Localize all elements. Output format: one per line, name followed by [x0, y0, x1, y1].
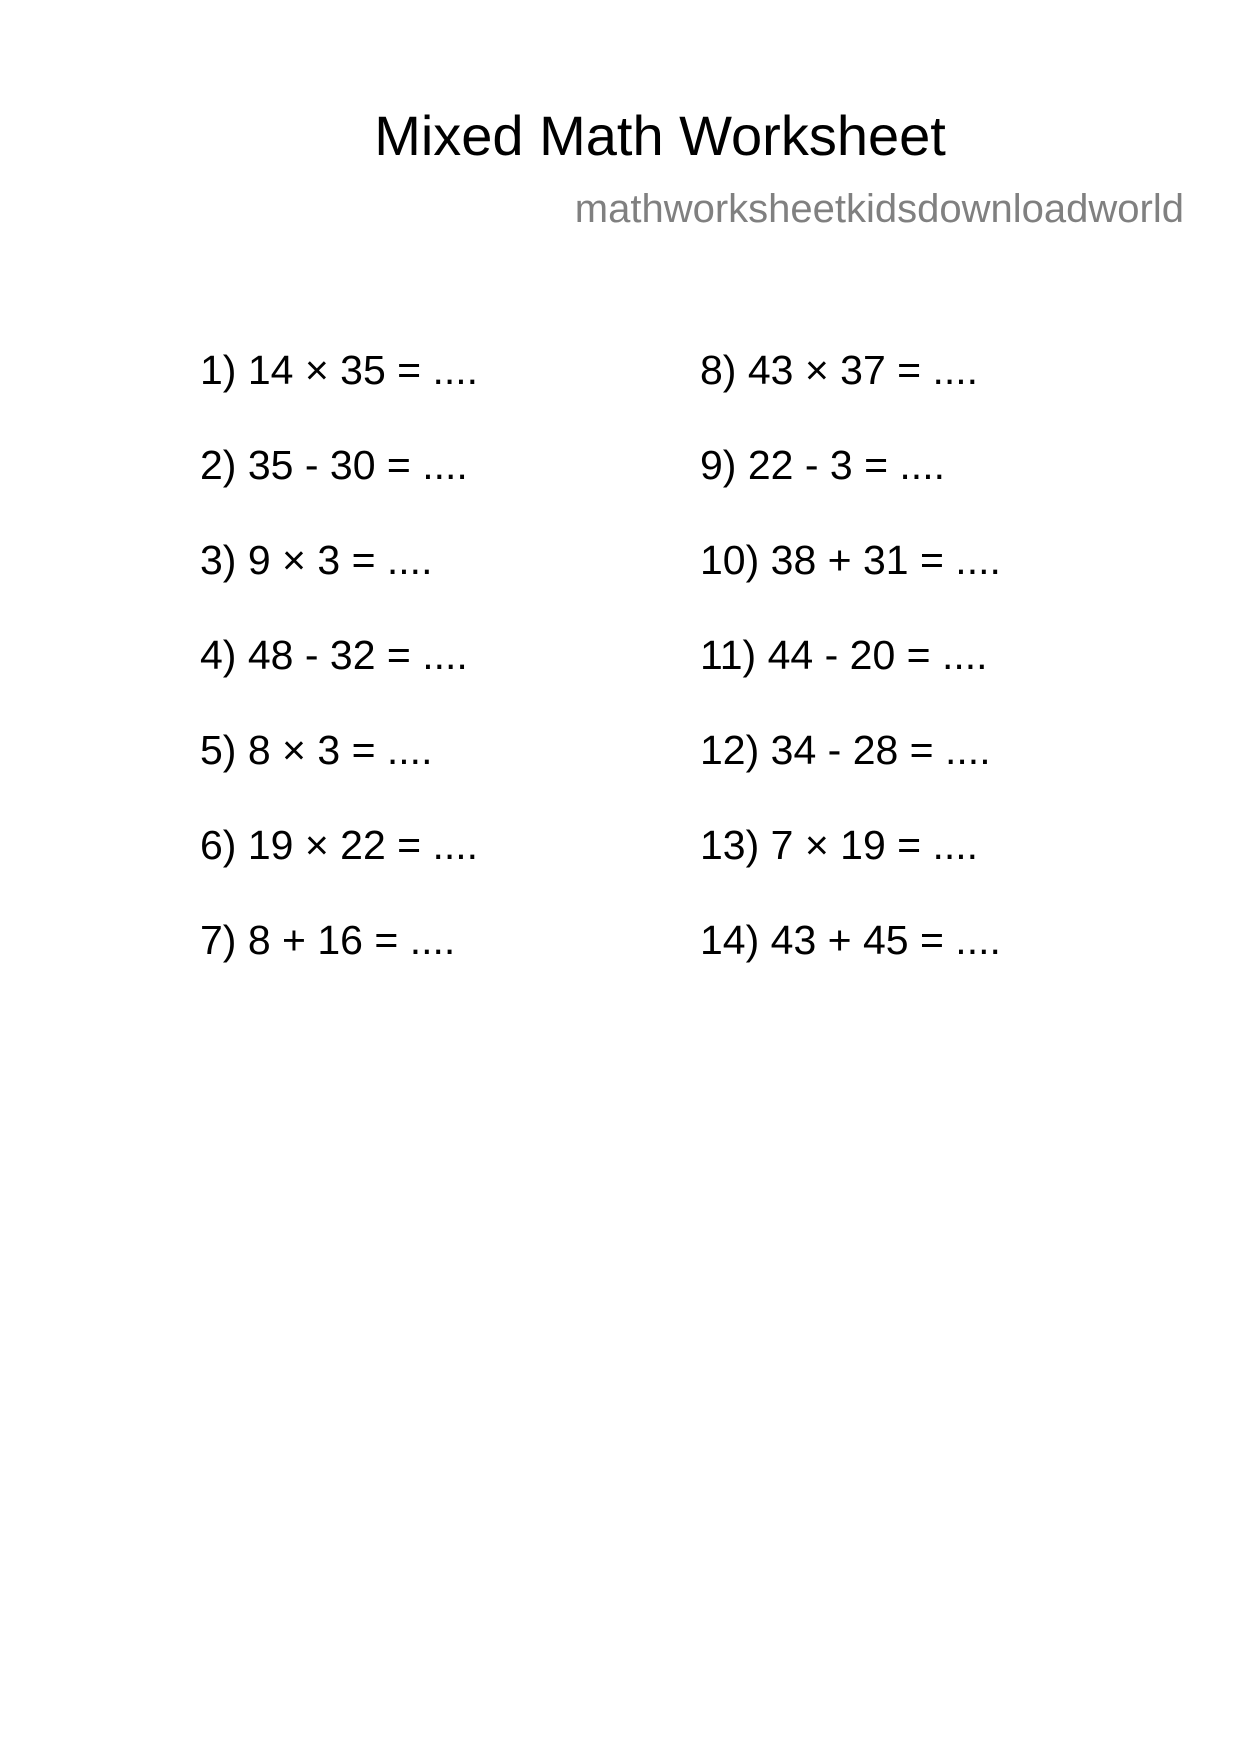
- problem-5: 5) 8 × 3 = ....: [200, 727, 433, 773]
- problem-12: 12) 34 - 28 = ....: [700, 727, 991, 773]
- problem-11: 11) 44 - 20 = ....: [700, 632, 988, 678]
- problem-2: 2) 35 - 30 = ....: [200, 442, 468, 488]
- problem-3: 3) 9 × 3 = ....: [200, 537, 433, 583]
- problem-4: 4) 48 - 32 = ....: [200, 632, 468, 678]
- problem-column-left: [200, 346, 478, 1011]
- problem-1: 1) 14 × 35 = ....: [200, 347, 479, 393]
- watermark-text: mathworksheetkidsdownloadworld: [574, 187, 1184, 231]
- problem-13: 13) 7 × 19 = ....: [700, 822, 979, 868]
- problem-14: 14) 43 + 45 = ....: [700, 917, 1001, 963]
- problem-9: 9) 22 - 3 = ....: [700, 442, 945, 488]
- problem-column-right: [700, 346, 1001, 1011]
- problem-7: 7) 8 + 16 = ....: [200, 917, 456, 963]
- problem-8: 8) 43 × 37 = ....: [700, 347, 979, 393]
- problem-6: 6) 19 × 22 = ....: [200, 822, 479, 868]
- worksheet-title: Mixed Math Worksheet: [374, 104, 946, 167]
- problem-10: 10) 38 + 31 = ....: [700, 537, 1001, 583]
